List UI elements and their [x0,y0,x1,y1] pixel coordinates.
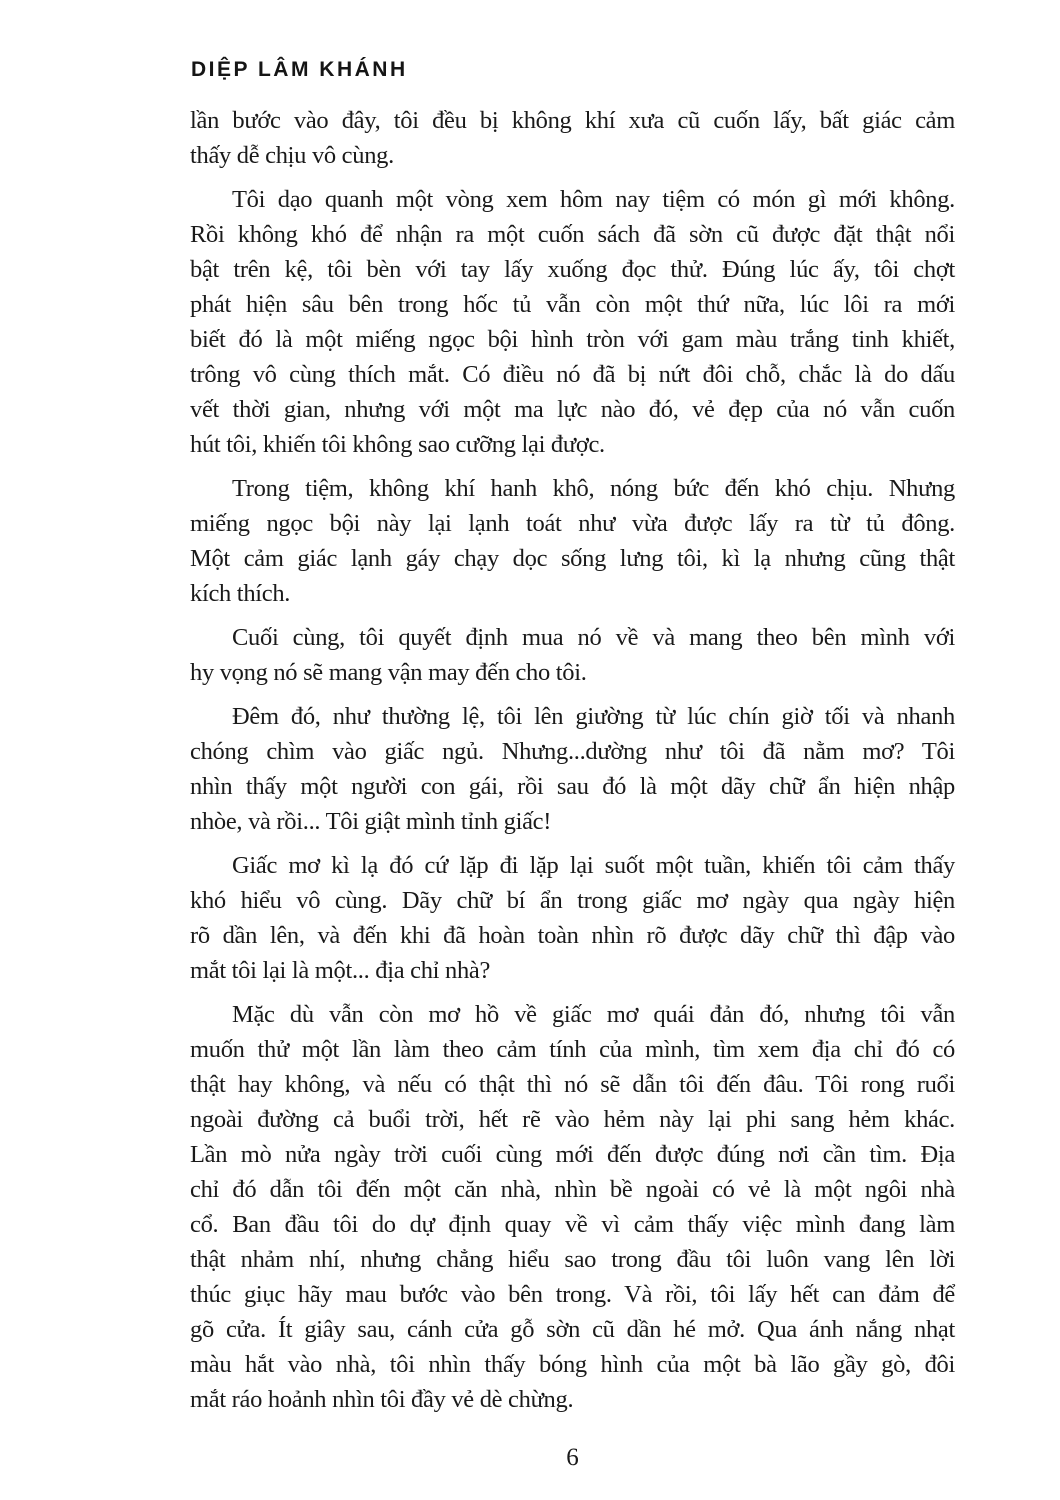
paragraph [190,620,955,690]
text-line: Lần mò nửa ngày trời cuối cùng mới đến được đúng nơi cần tìm. Địa [190,1141,955,1168]
text-line: mắt tôi lại là một... địa chỉ nhà? [190,957,491,984]
text-line: gõ cửa. Ít giây sau, cánh cửa gỗ sờn cũ dần hé mở. Qua ánh nắng nhạt [190,1316,955,1343]
text-line: Tôi dạo quanh một vòng xem hôm nay tiệm có món gì mới không. [232,186,955,213]
text-line: thật hay không, và nếu có thật thì nó sẽ dẫn tôi đến đâu. Tôi rong ruổi [190,1071,955,1098]
paragraph [190,471,955,611]
text-line: Mặc dù vẫn còn mơ hồ về giấc mơ quái đản đó, nhưng tôi vẫn [232,1001,955,1028]
text-line: kích thích. [190,580,291,607]
text-line: phát hiện sâu bên trong hốc tủ vẫn còn một thứ nữa, lúc lôi ra mới [190,291,955,318]
text-line: chóng chìm vào giấc ngủ. Nhưng...dường như tôi đã nằm mơ? Tôi [190,738,955,765]
text-line: biết đó là một miếng ngọc bội hình tròn với gam màu trắng tinh khiết, [190,326,955,353]
running-header-author: DIỆP LÂM KHÁNH [191,58,408,81]
text-line: vết thời gian, nhưng với một ma lực nào đó, vẻ đẹp của nó vẫn cuốn [190,396,955,423]
text-line: lần bước vào đây, tôi đều bị không khí xưa cũ cuốn lấy, bất giác cảm [190,107,955,134]
text-line: cổ. Ban đầu tôi do dự định quay về vì cảm thấy việc mình đang làm [190,1211,955,1238]
text-line: Một cảm giác lạnh gáy chạy dọc sống lưng tôi, kì lạ nhưng cũng thật [190,545,955,572]
page-number: 6 [566,1444,579,1471]
paragraph [190,997,955,1417]
text-line: thúc giục hãy mau bước vào bên trong. Và rồi, tôi lấy hết can đảm để [190,1281,955,1308]
text-line: thấy dễ chịu vô cùng. [190,142,394,169]
text-line: Giấc mơ kì lạ đó cứ lặp đi lặp lại suốt một tuần, khiến tôi cảm thấy [232,852,955,879]
text-line: mắt ráo hoảnh nhìn tôi đầy vẻ dè chừng. [190,1386,574,1413]
text-line: muốn thử một lần làm theo cảm tính của mình, tìm xem địa chỉ đó có [190,1036,955,1063]
text-line: nhòe, và rồi... Tôi giật mình tỉnh giấc! [190,808,552,835]
paragraph [190,699,955,839]
text-line: rõ dần lên, và đến khi đã hoàn toàn nhìn rõ được dãy chữ thì đập vào [190,922,955,949]
text-line: hút tôi, khiến tôi không sao cưỡng lại được. [190,431,605,458]
text-line: ngoài đường cả buổi trời, hết rẽ vào hẻm này lại phi sang hẻm khác. [190,1106,955,1133]
paragraph [190,848,955,988]
body-text [190,103,955,1417]
paragraph [190,182,955,462]
text-line: nhìn thấy một người con gái, rồi sau đó là một dãy chữ ẩn hiện nhập [190,773,955,800]
text-line: thật nhảm nhí, nhưng chẳng hiểu sao trong đầu tôi luôn vang lên lời [190,1246,955,1273]
text-line: miếng ngọc bội này lại lạnh toát như vừa được lấy ra từ tủ đông. [190,510,955,537]
text-line: khó hiểu vô cùng. Dãy chữ bí ẩn trong giấc mơ ngày qua ngày hiện [190,887,955,914]
text-line: Rồi không khó để nhận ra một cuốn sách đã sờn cũ được đặt thật nổi [190,221,955,248]
text-line: hy vọng nó sẽ mang vận may đến cho tôi. [190,659,587,686]
text-line: Trong tiệm, không khí hanh khô, nóng bức đến khó chịu. Nhưng [232,475,955,502]
text-line: Đêm đó, như thường lệ, tôi lên giường từ lúc chín giờ tối và nhanh [232,703,955,730]
text-line: trông vô cùng thích mắt. Có điều nó đã bị nứt đôi chỗ, chắc là do dấu [190,361,955,388]
paragraph [190,103,955,173]
text-line: Cuối cùng, tôi quyết định mua nó về và mang theo bên mình với [232,624,955,651]
text-line: chỉ đó dẫn tôi đến một căn nhà, nhìn bề ngoài có vẻ là một ngôi nhà [190,1176,955,1203]
text-line: bật trên kệ, tôi bèn với tay lấy xuống đọc thử. Đúng lúc ấy, tôi chợt [190,256,955,283]
text-line: màu hắt vào nhà, tôi nhìn thấy bóng hình của một bà lão gầy gò, đôi [190,1351,955,1378]
